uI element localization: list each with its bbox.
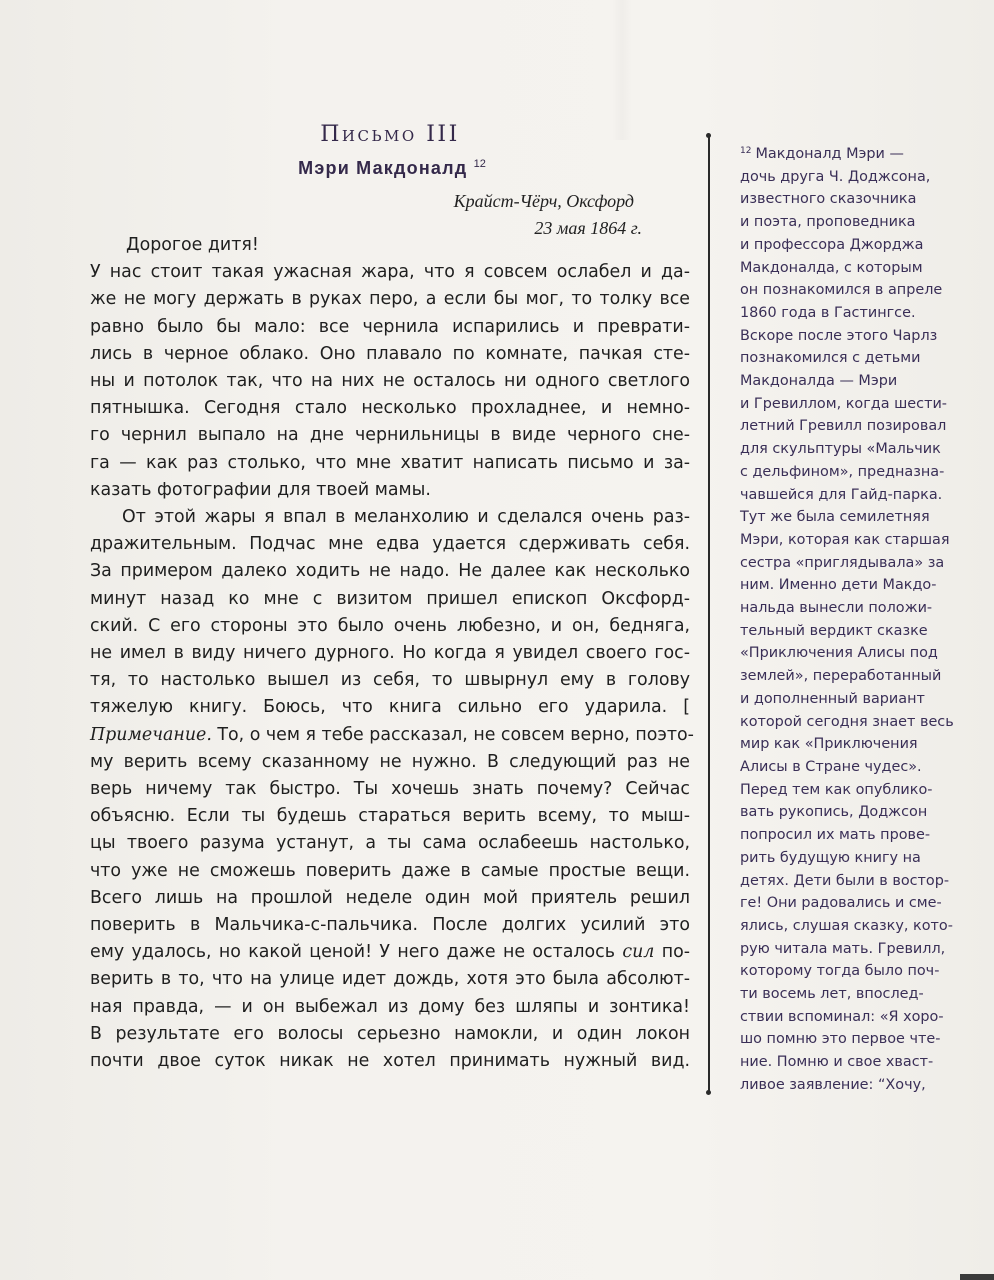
footnote-line: «Приключения Алисы под [740,645,938,662]
page-crease [612,0,632,140]
footnote-line: он познакомился в апреле [740,282,943,299]
footnote-line: ге! Они радовались и сме- [740,895,942,912]
body-line: ны и потолок так, что на них не осталось ни одного светлого [90,371,690,392]
footnote-line: детях. Дети были в востор- [740,872,950,889]
footnote-number: 12 [740,146,752,156]
body-line: почти двое суток никак не хотел принимать нужный вид. [90,1051,690,1072]
footnote-line: и поэта, проповедника [740,214,916,231]
footnote-line: землей», переработанный [740,668,942,685]
body-text: То, о чем я тебе рассказал, не совсем верно, поэто- [211,724,694,745]
body-line [90,722,694,749]
body-line: дражительным. Подчас мне едва удается сдерживать себя. [90,534,690,555]
body-line: поверить в Мальчика-с-пальчика. После долгих усилий это [90,915,690,936]
footnote-line: ливое заявление: “Хочу, [740,1076,926,1093]
footnote-line [740,140,964,166]
footnote-text: Макдоналд Мэри — [755,146,904,162]
body-line: го чернил выпало на дне чернильницы в виде черного сне- [90,425,690,446]
body-text: по- [654,942,690,963]
body-line: От этой жары я впал в меланхолию и сделался очень раз- [122,507,690,528]
body-line: тя, то настолько вышел из себя, то швырнул ему в голову [90,670,690,691]
letter-heading [90,120,680,242]
letter-date: 23 мая 1864 г. [534,218,642,238]
footnote-line: шо помню это первое чте- [740,1031,941,1048]
addressee-name: Мэри Макдоналд [298,158,468,178]
footnote-line: и профессора Джорджа [740,236,924,253]
footnote-line: Тут же была семилетняя [740,509,930,526]
footnote-line: ти восемь лет, впослед- [740,986,924,1003]
footnote-line: ние. Помню и свое хваст- [740,1054,934,1071]
body-line: ная правда, — и он выбежал из дому без шляпы и зонтика! [90,996,690,1017]
footnote-line: сестра «приглядывала» за [740,554,945,571]
footnote-line: познакомился с детьми [740,350,921,367]
body-line: тяжелую книгу. Боюсь, что книга сильно его ударила. [ [90,697,690,718]
greeting-line: Дорогое дитя! [126,235,259,255]
body-line: же не могу держать в руках перо, а если бы мог, то толку все [90,289,690,310]
footnote-line: 1860 года в Гастингсе. [740,304,916,321]
letter-title: Письмо III [320,122,460,147]
footnote-line: мир как «Приключения [740,736,918,753]
body-text: ему удалось, но какой ценой! У него даже не осталось [90,942,623,963]
body-line: верь ничему так быстро. Ты хочешь знать почему? Сейчас [90,779,690,800]
margin-rule [708,135,710,1093]
body-line: пятнышка. Сегодня стало несколько прохладнее, и немно- [90,398,690,419]
footnote-line: попросил их мать прове- [740,827,931,844]
footnote-line: рить будущую книгу на [740,849,921,866]
footnote-line: тельный вердикт сказке [740,622,928,639]
footnote-line: для скульптуры «Мальчик [740,441,941,458]
footnote-ref: 12 [473,158,486,170]
footnote-line: Алисы в Стране чудес». [740,758,922,775]
footnote-line: Вскоре после этого Чарлз [740,327,938,344]
footnote [740,140,964,1097]
footnote-line: которой сегодня знает весь [740,713,954,730]
body-line: За примером далеко ходить не надо. Не далее как несколько [90,561,690,582]
body-line: га — как раз столько, что мне хватит написать письмо и за- [90,452,690,473]
body-line: В результате его волосы серьезно намокли, и один локон [90,1023,690,1044]
letter-body [90,232,694,1075]
body-line: цы твоего разума устанут, а ты сама ослабеешь настолько, [90,833,690,854]
body-line: что уже не сможешь поверить даже в самые простые вещи. [90,860,690,881]
body-line: не имел в виду ничего дурного. Но когда я увидел своего гос- [90,643,690,664]
body-line: минут назад ко мне с визитом пришел епископ Оксфорд- [90,588,690,609]
body-line: равно было бы мало: все чернила испарились и преврати- [90,316,690,337]
footnote-line: чавшейся для Гайд-парка. [740,486,943,503]
body-line: ский. С его стороны это было очень любезно, и он, бедняга, [90,615,690,636]
footnote-line: вать рукопись, Доджсон [740,804,928,821]
next-page-edge [960,1274,994,1280]
body-line: лись в черное облако. Оно плавало по комнате, пачкая сте- [90,343,690,364]
body-line: У нас стоит такая ужасная жара, что я совсем ослабел и да- [90,262,690,283]
footnote-line: летний Гревилл позировал [740,418,947,435]
footnote-line: Макдоналда — Мэри [740,373,898,390]
body-line: Всего лишь на прошлой неделе один мой приятель решил [90,887,690,908]
italic-word: сил [622,942,655,963]
footnote-line: известного сказочника [740,191,917,208]
body-line [90,939,690,966]
letter-place: Крайст-Чёрч, Оксфорд [453,191,634,211]
footnote-line: с дельфином», предназна- [740,463,945,480]
footnote-line: ствии вспоминал: «Я хоро- [740,1008,944,1025]
footnote-line: ним. Именно дети Макдо- [740,577,937,594]
body-line: му верить всему сказанному не нужно. В следующий раз не [90,751,690,772]
footnote-line: нальда вынесли положи- [740,600,933,617]
footnote-line: и Гревиллом, когда шести- [740,395,947,412]
body-line: казать фотографии для твоей мамы. [90,479,431,500]
footnote-line: Макдоналда, с которым [740,259,923,276]
footnote-line: рую читала мать. Гревилл, [740,940,946,957]
footnote-line: которому тогда было поч- [740,963,940,980]
body-line: верить в то, что на улице идет дождь, хотя это была абсолют- [90,969,690,990]
note-word: Примечание. [90,724,212,745]
letter-addressee [90,150,680,182]
footnote-line: дочь друга Ч. Доджсона, [740,168,931,185]
footnote-line: и дополненный вариант [740,690,925,707]
body-line: объясню. Если ты будешь стараться верить всему, то мыш- [90,806,690,827]
footnote-line: Перед тем как опублико- [740,781,933,798]
footnote-line: Мэри, которая как старшая [740,531,950,548]
footnote-line: ялись, слушая сказку, кото- [740,917,953,934]
